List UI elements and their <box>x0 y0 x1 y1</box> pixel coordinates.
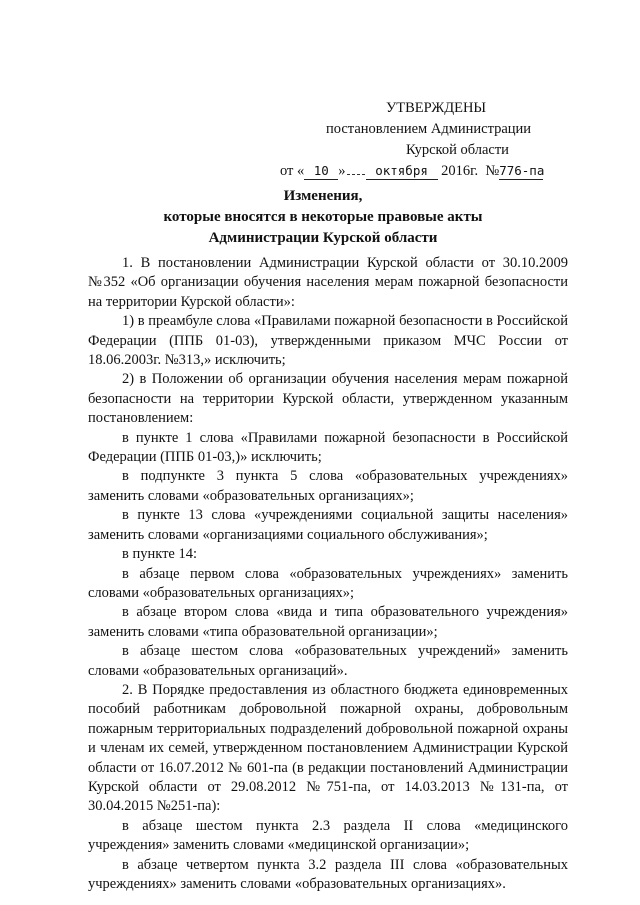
approval-block <box>280 98 570 182</box>
number-prefix: № <box>485 163 500 179</box>
date-month: октября <box>366 163 438 180</box>
title-line-2: которые вносятся в некоторые правовые акты <box>163 209 483 225</box>
paragraph-6: в пункте 13 слова «учреждениями социальной защиты населения» заменить словами «организациями социального обслуживания»; <box>88 507 568 543</box>
approved-region: Курской области <box>406 142 509 158</box>
approved-by-resolution: постановлением Администрации <box>326 121 532 137</box>
paragraph-3: 2) в Положении об организации обучения населения мерам пожарной безопасности на территории Курской области, утвержденном указанным постановлением: <box>88 371 568 427</box>
approval-date-line <box>280 161 570 182</box>
paragraph-8: в абзаце первом слова «образовательных учреждениях» заменить словами «образовательных организациях»; <box>88 565 568 601</box>
paragraph-10: в абзаце шестом слова «образовательных учреждений» заменить словами «образовательных организаций». <box>88 643 568 679</box>
paragraph-5: в подпункте 3 пункта 5 слова «образовательных учреждениях» заменить словами «образовательных организациях»; <box>88 468 568 504</box>
paragraph-2: 1) в преамбуле слова «Правилами пожарной безопасности в Российской Федерации (ППБ 01-03), утвержденными приказом МЧС России от 18.06.2003г. №313,» исключить; <box>88 313 568 369</box>
date-gap <box>347 162 365 175</box>
date-mid: » <box>338 163 346 179</box>
title-line-1: Изменения, <box>283 188 363 204</box>
document-title <box>88 186 558 249</box>
date-year: 2016г. <box>441 163 479 179</box>
paragraph-4: в пункте 1 слова «Правилами пожарной безопасности в Российской Федерации (ППБ 01-03,)» исключить; <box>88 429 568 466</box>
approved-heading: УТВЕРЖДЕНЫ <box>386 100 487 116</box>
paragraph-1: 1. В постановлении Администрации Курской области от 30.10.2009 №352 «Об организации обучения населения мерам пожарной безопасности на территории Курской области»: <box>88 255 568 310</box>
title-line-3: Администрации Курской области <box>208 230 438 246</box>
date-prefix: от « <box>280 163 305 179</box>
date-day: 10 <box>304 163 338 180</box>
paragraph-7: в пункте 14: <box>122 546 198 563</box>
paragraph-13: в абзаце четвертом пункта 3.2 раздела III слова «образовательных учреждениях» заменить словами «образовательных организациях». <box>88 856 568 892</box>
paragraph-11: 2. В Порядке предоставления из областного бюджета единовременных пособий работникам добровольной пожарной охраны, добровольным пожарным территориальных подразделений добровольной пожарной охраны и членам их семей, утвержденном постановлением Администрации Курской области от 16.07.2012 № 601-па (в редакции постановлений Администрации Курской области от 29.08.2012 №751-па, от 14.03.2013 №131-па, от 30.04.2015 №251-па): <box>88 681 568 815</box>
document-body <box>88 254 568 894</box>
paragraph-9: в абзаце втором слова «вида и типа образовательного учреждения» заменить словами «типа образовательной организации»; <box>88 604 568 640</box>
paragraph-12: в абзаце шестом пункта 2.3 раздела II слова «медицинского учреждения» заменить словами «медицинской организации»; <box>88 817 568 854</box>
document-number: 776-па <box>499 163 545 178</box>
